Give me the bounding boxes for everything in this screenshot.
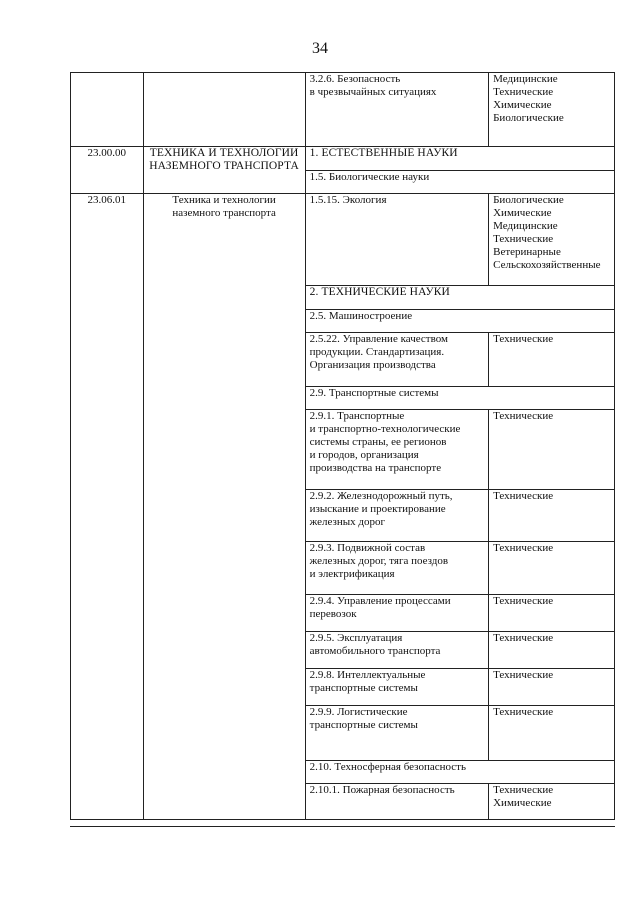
sciences-text: Технические Химические <box>493 784 554 809</box>
specialty-text: 2.5.22. Управление качеством продукции. Стандартизация. Организация производства <box>309 333 448 371</box>
specialty-cell <box>305 410 488 490</box>
group-name-cell <box>143 147 305 194</box>
sciences-cell <box>489 784 615 820</box>
code-cell <box>71 73 144 147</box>
direction-code: 23.06.01 <box>87 194 127 206</box>
sciences-cell <box>489 669 615 706</box>
section-header-text: 2. ТЕХНИЧЕСКИЕ НАУКИ <box>309 286 450 298</box>
sciences-text: Технические <box>493 410 554 422</box>
direction-code-cell <box>71 194 144 820</box>
section-header-text: 2.10. Техносферная безопасность <box>309 761 466 773</box>
specialty-cell <box>305 784 488 820</box>
specialty-cell <box>305 333 488 387</box>
specialty-text: 2.9.2. Железнодорожный путь, изыскание и проектирование железных дорог <box>309 490 453 528</box>
table-row <box>71 147 615 171</box>
section-header-text: 2.9. Транспортные системы <box>309 387 439 399</box>
field-subheader-cell <box>305 171 614 194</box>
sciences-cell <box>489 632 615 669</box>
field-header-cell <box>305 147 614 171</box>
sciences-cell <box>489 73 615 147</box>
specialty-cell <box>305 73 488 147</box>
field-subheader-text: 1.5. Биологические науки <box>309 171 430 183</box>
specialty-cell <box>305 595 488 632</box>
sciences-text: Технические <box>493 669 554 681</box>
specialty-text: 2.10.1. Пожарная безопасность <box>309 784 455 796</box>
sciences-cell <box>489 490 615 542</box>
section-header-cell <box>305 761 614 784</box>
page-number: 34 <box>312 40 328 57</box>
section-header-cell <box>305 387 614 410</box>
specialty-cell <box>305 706 488 761</box>
direction-name-cell <box>143 194 305 820</box>
specialty-text: 2.9.5. Эксплуатация автомобильного транспорта <box>309 632 441 657</box>
sciences-cell <box>489 542 615 595</box>
specialty-text: 2.9.8. Интеллектуальные транспортные системы <box>309 669 426 694</box>
sciences-text: Технические <box>493 333 554 345</box>
sciences-cell <box>489 333 615 387</box>
sciences-text: Медицинские Технические Химические Биологические <box>493 73 564 124</box>
group-code-cell <box>71 147 144 194</box>
group-name: ТЕХНИКА И ТЕХНОЛОГИИ НАЗЕМНОГО ТРАНСПОРТА <box>149 147 299 172</box>
specialty-text: 3.2.6. Безопасность в чрезвычайных ситуациях <box>309 73 437 98</box>
specialties-table <box>70 72 615 820</box>
sciences-text: Биологические Химические Медицинские Технические Ветеринарные Сельскохозяйственные <box>493 194 601 271</box>
specialty-cell <box>305 490 488 542</box>
specialty-text: 2.9.3. Подвижной состав железных дорог, тяга поездов и электрификация <box>309 542 449 580</box>
specialty-text: 2.9.4. Управление процессами перевозок <box>309 595 451 620</box>
name-cell <box>143 73 305 147</box>
specialty-cell <box>305 194 488 286</box>
field-header-text: 1. ЕСТЕСТВЕННЫЕ НАУКИ <box>309 147 458 159</box>
direction-name: Техника и технологии наземного транспорта <box>172 194 276 219</box>
group-code: 23.00.00 <box>87 147 127 159</box>
sciences-cell <box>489 194 615 286</box>
sciences-cell <box>489 706 615 761</box>
sciences-text: Технические <box>493 706 554 718</box>
direction-block <box>71 194 615 820</box>
specialty-cell <box>305 669 488 706</box>
specialty-text: 2.9.9. Логистические транспортные системы <box>309 706 418 731</box>
specialty-cell <box>305 542 488 595</box>
section-header-cell <box>305 310 614 333</box>
specialty-text: 1.5.15. Экология <box>309 194 387 206</box>
sciences-text: Технические <box>493 490 554 502</box>
specialty-cell <box>305 632 488 669</box>
sciences-text: Технические <box>493 632 554 644</box>
table-row <box>71 73 615 147</box>
sciences-text: Технические <box>493 595 554 607</box>
specialty-text: 2.9.1. Транспортные и транспортно-технологические системы страны, ее регионов и городов, организация производства на транспорте <box>309 410 461 474</box>
table-row <box>71 194 615 286</box>
section-header-text: 2.5. Машиностроение <box>309 310 413 322</box>
sciences-cell <box>489 595 615 632</box>
sciences-cell <box>489 410 615 490</box>
sciences-text: Технические <box>493 542 554 554</box>
section-header-cell <box>305 286 614 310</box>
table-bottom-border <box>70 826 615 827</box>
